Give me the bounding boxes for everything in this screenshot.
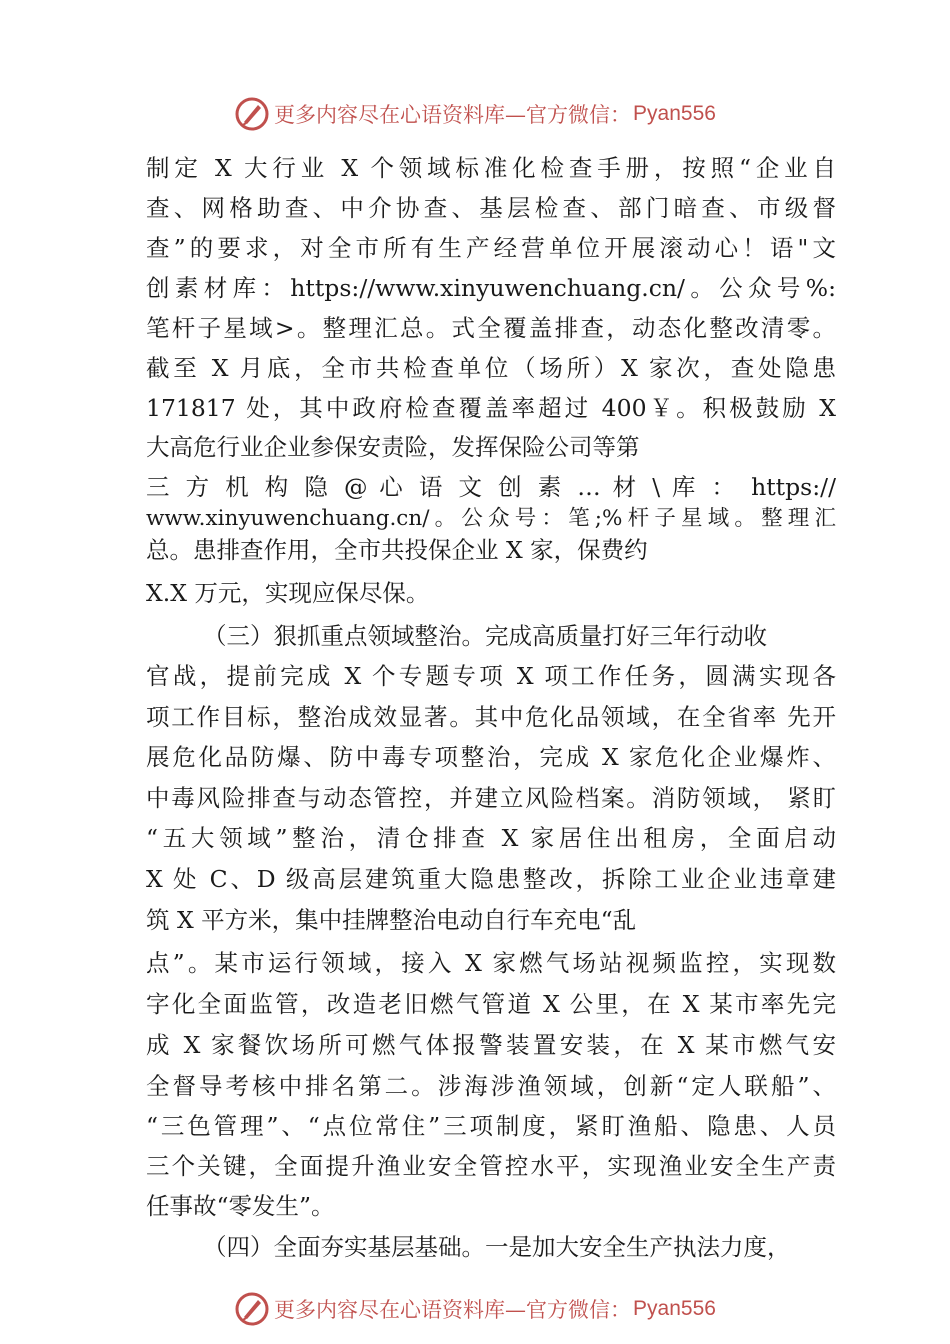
text-line: 制定 X 大行业 X 个领域标准化检查手册，按照“企业自 xyxy=(146,154,836,182)
text-line: 展危化品防爆、防中毒专项整治，完成 X 家危化企业爆炸、 xyxy=(146,743,836,771)
footer-banner xyxy=(0,1289,950,1329)
text-line: 点”。某市运行领域，接入 X 家燃气场站视频监控，实现数 xyxy=(146,949,836,977)
text-line: 笔杆子星域>。整理汇总。式全覆盖排查，动态化整改清零。 xyxy=(146,314,836,342)
text-line: 三 方 机 构 隐 @ 心 语 文 创 素 … 材 \ 库 ： https:// xyxy=(146,473,836,501)
text-line: 中毒风险排查与动态管控，并建立风险档案。消防领域， 紧盯 xyxy=(146,784,836,812)
text-line: www.xinyuwenchuang.cn/。公众号：笔;%杆子星域。整理汇 xyxy=(146,506,836,531)
text-line: X 处 C、D 级高层建筑重大隐患整改，拆除工业企业违章建 xyxy=(146,865,836,893)
text-line: 全督导考核中排名第二。涉海涉渔领域，创新“定人联船”、 xyxy=(146,1072,836,1100)
text-line: 三个关键，全面提升渔业安全管控水平，实现渔业安全生产责 xyxy=(146,1152,836,1180)
text-line: 项工作目标，整治成效显著。其中危化品领域，在全省率 先开 xyxy=(146,703,836,731)
text-line: “五大领域”整治，清仓排查 X 家居住出租房，全面启动 xyxy=(146,824,836,852)
banner-wechat-id: Pyan556 xyxy=(633,1297,716,1320)
pen-seal-logo-icon xyxy=(234,96,270,132)
text-line: 字化全面监管，改造老旧燃气管道 X 公里，在 X 某市率先完 xyxy=(146,990,836,1018)
text-line: 筑 X 平方米，集中挂牌整治电动自行车充电“乱 xyxy=(146,906,637,934)
text-line: 任事故“零发生”。 xyxy=(146,1192,335,1220)
text-line: 总。患排查作用，全市共投保企业 X 家，保费约 xyxy=(146,536,648,564)
text-line: 查、网格助查、中介协查、基层检查、部门暗查、市级督 xyxy=(146,194,836,222)
text-line: 创素材库：https://www.xinyuwenchuang.cn/。公众号%: xyxy=(146,274,836,302)
text-line: 官战，提前完成 X 个专题专项 X 项工作任务，圆满实现各 xyxy=(146,662,836,690)
banner-wechat-id: Pyan556 xyxy=(633,102,716,125)
text-line: 171817 处，其中政府检查覆盖率超过 400￥。积极鼓励 X xyxy=(146,394,836,422)
header-banner xyxy=(0,94,950,134)
text-line: 成 X 家餐饮场所可燃气体报警装置安装，在 X 某市燃气安 xyxy=(146,1031,836,1059)
banner-text: 更多内容尽在心语资料库—官方微信： xyxy=(274,103,632,127)
text-line: 查”的要求，对全市所有生产经营单位开展滚动心！语"文 xyxy=(146,234,836,262)
pen-seal-logo-icon xyxy=(234,1291,270,1327)
text-line: X.X 万元，实现应保尽保。 xyxy=(146,579,430,607)
banner-text: 更多内容尽在心语资料库—官方微信： xyxy=(274,1298,632,1322)
text-line: “三色管理”、“点位常住”三项制度，紧盯渔船、隐患、人员 xyxy=(146,1112,836,1140)
text-line: 大高危行业企业参保安责险，发挥保险公司等第 xyxy=(146,433,640,461)
text-line: 截至 X 月底，全市共检查单位（场所）X 家次，查处隐患 xyxy=(146,354,836,382)
paragraph-heading-three: （三）狠抓重点领域整治。完成高质量打好三年行动收 xyxy=(203,622,767,650)
paragraph-heading-four: （四）全面夯实基层基础。一是加大安全生产执法力度， xyxy=(203,1233,791,1261)
